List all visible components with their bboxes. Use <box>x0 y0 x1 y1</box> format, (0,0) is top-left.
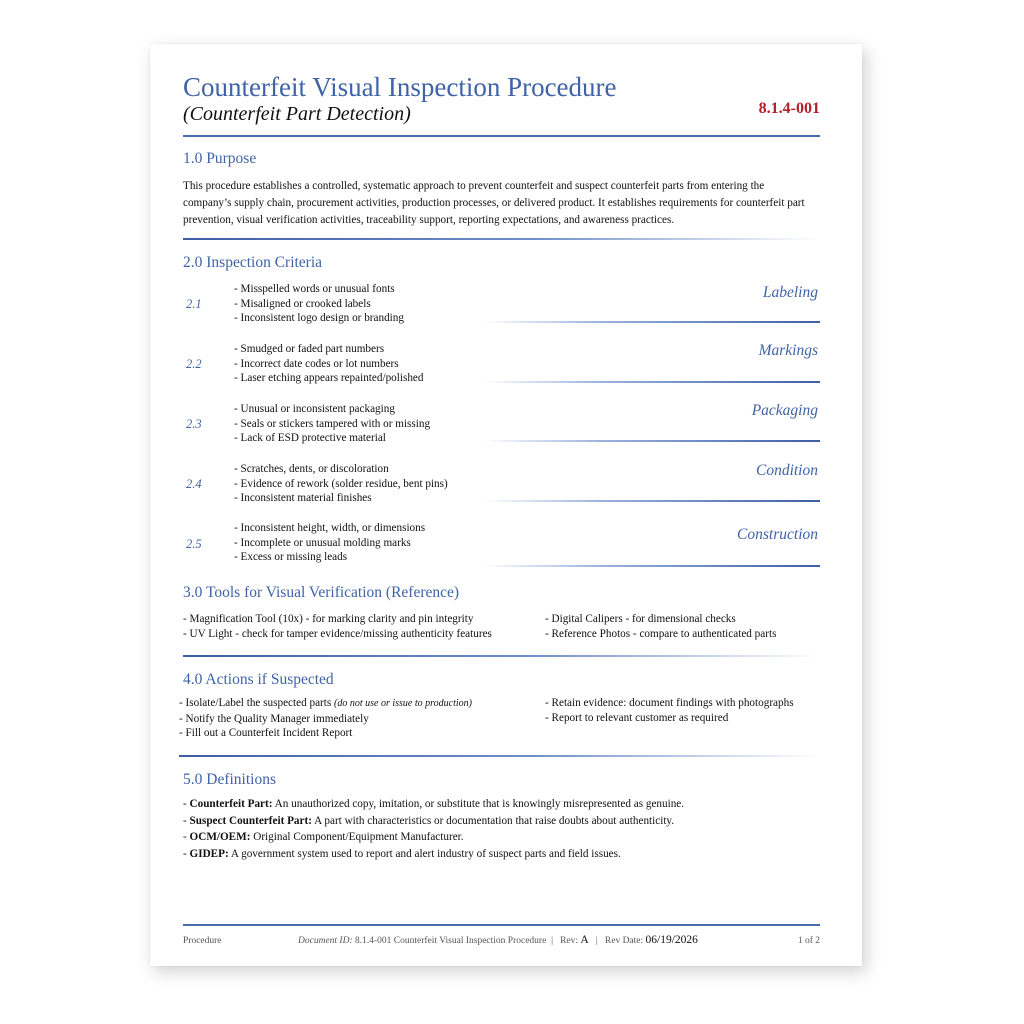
criteria-line: - Smudged or faded part numbers <box>234 343 385 355</box>
criteria-rule <box>483 381 820 383</box>
criteria-rule <box>483 440 820 442</box>
footer-page-number: 1 of 2 <box>797 936 820 946</box>
criteria-label-labeling: Labeling <box>762 284 818 301</box>
criteria-line: - Incomplete or unusual molding marks <box>234 536 411 549</box>
criteria-rule <box>483 565 820 567</box>
criteria-number: 2.3 <box>186 417 202 431</box>
definition-item: - GIDEP: A government system used to report and alert industry of suspect parts and field issues. <box>183 847 621 860</box>
criteria-line: - Scratches, dents, or discoloration <box>234 463 389 475</box>
criteria-line: - Incorrect date codes or lot numbers <box>234 357 399 370</box>
purpose-rule <box>183 238 820 240</box>
criteria-number: 2.4 <box>186 477 202 491</box>
criteria-rule <box>483 500 820 502</box>
tools-list-right <box>545 612 776 641</box>
definition-item: - Suspect Counterfeit Part: A part with characteristics or documentation that raise doubts about authenticity. <box>183 814 675 827</box>
tools-heading: 3.0 Tools for Visual Verification (Reference) <box>183 584 460 601</box>
criteria-line: - Misspelled words or unusual fonts <box>234 283 395 295</box>
purpose-heading: 1.0 Purpose <box>183 150 257 167</box>
tools-rule <box>183 655 820 657</box>
footer-rule <box>183 924 820 926</box>
footer-doc-id-label: Document ID: <box>298 936 353 946</box>
actions-list-left <box>179 696 472 741</box>
definition-term: Counterfeit Part: <box>189 798 273 810</box>
tools-item: - Reference Photos - compare to authenticated parts <box>545 627 777 640</box>
actions-heading: 4.0 Actions if Suspected <box>183 671 334 688</box>
definitions-list <box>183 796 684 862</box>
criteria-line: - Misaligned or crooked labels <box>234 297 371 310</box>
criteria-line: - Unusual or inconsistent packaging <box>234 403 395 415</box>
criteria-line: - Inconsistent material finishes <box>234 492 372 504</box>
criteria-line: - Inconsistent logo design or branding <box>234 312 404 324</box>
criteria-rule <box>483 321 820 323</box>
criteria-heading: 2.0 Inspection Criteria <box>183 254 323 271</box>
criteria-number: 2.1 <box>186 297 202 311</box>
header-rule <box>183 135 820 137</box>
actions-item: - Isolate/Label the suspected parts (do not use or issue to production) <box>179 697 472 709</box>
criteria-line: - Excess or missing leads <box>234 551 348 563</box>
purpose-text: This procedure establishes a controlled, systematic approach to prevent counterfeit and suspect counterfeit parts from entering the company’s supply chain, procurement activities, production processes, or delivered product. It establishes requirements for counterfeit part prevention, visual verification activities, traceability support, reporting expectations, and awareness practices. <box>183 180 805 226</box>
criteria-list <box>234 521 425 565</box>
criteria-label-markings: Markings <box>758 342 818 359</box>
criteria-number: 2.2 <box>186 357 202 371</box>
actions-rule <box>179 755 820 757</box>
criteria-list <box>234 462 448 506</box>
tools-item: - Digital Calipers - for dimensional checks <box>545 613 736 625</box>
document-subtitle: (Counterfeit Part Detection) <box>183 103 411 125</box>
criteria-label-condition: Condition <box>755 462 818 479</box>
footer-rev-label: Rev: <box>560 936 579 946</box>
footer-doc-info <box>298 934 698 946</box>
document-title: Counterfeit Visual Inspection Procedure <box>183 72 617 102</box>
criteria-label-packaging: Packaging <box>751 402 818 419</box>
tools-item: - Magnification Tool (10x) - for marking clarity and pin integrity <box>183 613 474 625</box>
tools-list-left <box>183 612 492 641</box>
tools-item: - UV Light - check for tamper evidence/missing authenticity features <box>183 627 492 640</box>
criteria-list <box>234 282 404 326</box>
footer-rev-value: A <box>580 934 589 946</box>
footer-separator: | <box>551 936 553 946</box>
definition-item: - Counterfeit Part: An unauthorized copy, imitation, or substitute that is knowingly misrepresented as genuine. <box>183 798 685 810</box>
footer-rev-date: 06/19/2026 <box>645 934 698 946</box>
criteria-line: - Laser etching appears repainted/polished <box>234 372 424 384</box>
actions-item: - Fill out a Counterfeit Incident Report <box>179 727 353 739</box>
criteria-list <box>234 342 424 386</box>
definition-term: Suspect Counterfeit Part: <box>189 814 312 827</box>
criteria-number: 2.5 <box>186 537 202 551</box>
criteria-line: - Inconsistent height, width, or dimensions <box>234 522 426 534</box>
definitions-heading: 5.0 Definitions <box>183 771 276 788</box>
actions-item: - Retain evidence: document findings with photographs <box>545 697 794 709</box>
footer-rev-date-label: Rev Date: <box>604 936 644 946</box>
footer-doc-id: 8.1.4-001 Counterfeit Visual Inspection Procedure <box>354 936 547 946</box>
document-number: 8.1.4-001 <box>758 100 820 117</box>
criteria-list <box>234 402 430 446</box>
actions-item: - Notify the Quality Manager immediately <box>179 712 369 725</box>
criteria-line: - Lack of ESD protective material <box>234 432 386 444</box>
definition-term: OCM/OEM: <box>189 831 251 843</box>
document-page <box>150 44 862 966</box>
actions-item: - Report to relevant customer as required <box>545 711 729 724</box>
actions-list-right <box>545 696 794 725</box>
definition-term: GIDEP: <box>189 847 229 860</box>
actions-note: (do not use or issue to production) <box>334 698 472 709</box>
footer-doc-type: Procedure <box>183 936 222 946</box>
criteria-line: - Evidence of rework (solder residue, bent pins) <box>234 477 448 490</box>
criteria-line: - Seals or stickers tampered with or missing <box>234 417 431 430</box>
definition-item: - OCM/OEM: Original Component/Equipment Manufacturer. <box>183 831 464 843</box>
criteria-label-construction: Construction <box>737 526 818 543</box>
footer-separator: | <box>595 936 598 946</box>
